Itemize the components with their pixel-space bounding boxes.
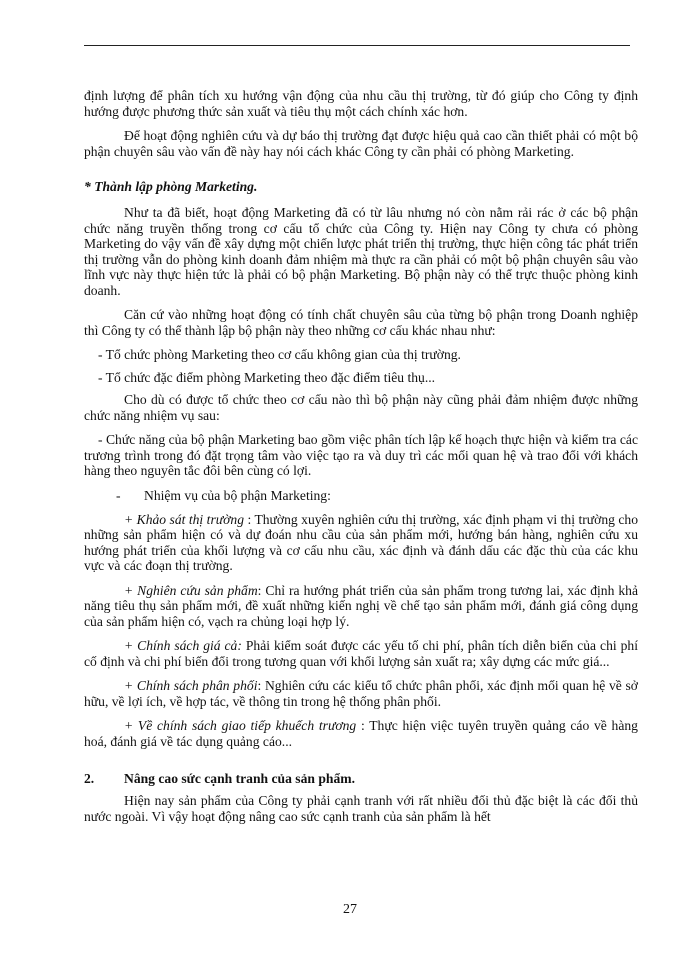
paragraph-structure-basis: Căn cứ vào những hoạt động có tính chất chuyên sâu của từng bộ phận trong Doanh nghiệp thì Công ty có thể thành lập bộ phận này theo những cơ cấu khác nhau như: xyxy=(84,307,638,338)
page-number: 27 xyxy=(343,902,357,917)
task-lead: + Chính sách phân phối xyxy=(124,678,258,693)
task-lead: + Khảo sát thị trường xyxy=(124,511,244,527)
paragraph-duties-intro: Cho dù có được tổ chức theo cơ cấu nào thì bộ phận này cũng phải đảm nhiệm được những chức năng nhiệm vụ sau: xyxy=(84,392,638,423)
task-text: : Thực hiện việc tuyên truyền quảng cáo về hàng hoá, đánh giá về tác dụng quảng cáo... xyxy=(84,718,638,749)
task-lead: + Chính sách giá cả: xyxy=(124,638,242,653)
paragraph-marketing-function: - Chức năng của bộ phận Marketing bao gồm việc phân tích lập kế hoạch thực hiện và kiểm tra các trương trình trong đó đặt trọng tâm vào việc tạo ra và duy trì các mối quan hệ và trao đổi với khách hàng theo nguyên tắc đôi bên cùng có lợi. xyxy=(84,432,638,478)
list-item-space-structure: - Tổ chức phòng Marketing theo cơ cấu không gian của thị trường. xyxy=(98,347,461,362)
paragraph-marketing-status: Như ta đã biết, hoạt động Marketing đã có từ lâu nhưng nó còn nằm rải rác ở các bộ phận chức năng truyền thống trong cơ cấu tổ chức của Công ty. Hiện nay Công ty chưa có phòng Marketing do vậy vấn đề xây dựng một chiến lược phát triển thị trường, thực hiện công tác phát triển thị trường vẫn do phòng kinh doanh đảm nhiệm mà thực ra cần phải có một bộ phận chuyên sâu vào lĩnh vực này thực hiện tức là phải có bộ phận Marketing. Bộ phận này có thể trực thuộc phòng kinh doanh. xyxy=(84,205,638,298)
task-distribution-policy xyxy=(84,678,638,709)
list-item-consumption-structure: - Tổ chức đặc điểm phòng Marketing theo đặc điểm tiêu thụ... xyxy=(98,369,436,385)
task-text: Phải kiểm soát được các yếu tố chi phí, phân tích diễn biến của chi phí cố định và chi phí biến đổi trong tương quan với khối lượng sản xuất ra; xây dựng các mức giá... xyxy=(84,638,638,669)
bullet-dash: - xyxy=(116,487,121,503)
task-text: : Thường xuyên nghiên cứu thị trường, xác định phạm vi thị trường cho những sản phẩm hiện có và dự đoán nhu cầu của sản phẩm mới, hướng bán hàng, nghiên cứu xu hướng phát triển của khối lượng và cơ cấu nhu cầu, xác định và đánh dấu các đặc thù của các khu vực và các đoạn thị trường. xyxy=(84,511,638,573)
task-lead: + Nghiên cứu sản phẩm xyxy=(124,582,258,598)
section-heading-marketing-dept: * Thành lập phòng Marketing. xyxy=(84,179,258,194)
bullet-text: Nhiệm vụ của bộ phận Marketing: xyxy=(144,487,331,503)
task-lead: + Về chính sách giao tiếp khuếch trương xyxy=(124,718,357,733)
section-2-heading xyxy=(84,771,638,787)
task-text: : Nghiên cứu các kiểu tổ chức phân phối, xác định mối quan hệ về sở hữu, về lợi ích, về hợp tác, về thông tin trong hệ thống phân phối. xyxy=(84,678,638,709)
task-text: : Chỉ ra hướng phát triển của sản phẩm trong tương lai, xác định khả năng tiêu thụ sản phẩm mới, đề xuất những kiến nghị về chế tạo sản phẩm mới, đánh giá công dụng của sản phẩm hiện có, vạch ra chủng loại hợp lý. xyxy=(84,582,638,629)
task-pricing-policy xyxy=(84,638,638,669)
section-title: Nâng cao sức cạnh tranh của sản phẩm. xyxy=(124,771,355,786)
bullet-marketing-tasks xyxy=(116,488,638,504)
header-rule xyxy=(84,45,630,46)
task-product-research xyxy=(84,583,638,630)
task-market-survey xyxy=(84,512,638,574)
paragraph-competition: Hiện nay sản phẩm của Công ty phải cạnh tranh với rất nhiều đối thủ đặc biệt là các đối thủ nước ngoài. Vì vậy hoạt động nâng cao sức cạnh tranh của sản phẩm là hết xyxy=(84,793,638,824)
paragraph-intro: định lượng để phân tích xu hướng vận động của nhu cầu thị trường, từ đó giúp cho Công ty định hướng được phương thức sản xuất và tiêu thụ một cách chính xác hơn. xyxy=(84,88,638,119)
section-number: 2. xyxy=(84,771,95,786)
page-content xyxy=(84,88,638,833)
task-promotion-policy xyxy=(84,718,638,749)
paragraph-marketing-need: Để hoạt động nghiên cứu và dự báo thị trường đạt được hiệu quả cao cần thiết phải có một bộ phận chuyên sâu vào vấn đề này hay nói cách khác Công ty cần phải có phòng Marketing. xyxy=(84,128,638,159)
